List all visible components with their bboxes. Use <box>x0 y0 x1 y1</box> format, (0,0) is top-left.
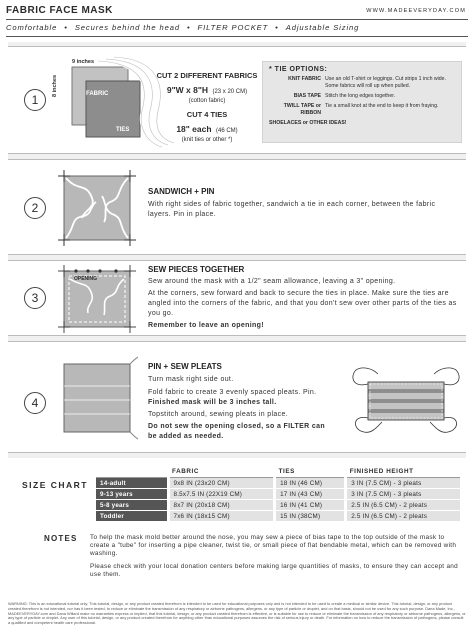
ties-cell: 16 IN (41 CM) <box>275 500 346 511</box>
subtitle-item: FILTER POCKET <box>197 23 269 32</box>
step-title: SEW PIECES TOGETHER <box>148 265 245 274</box>
step-paragraph: Topstitch around, sewing pleats in place. <box>148 411 289 418</box>
size-label: Toddler <box>96 511 168 522</box>
ties-cell: 15 IN (38CM) <box>275 511 346 522</box>
step-paragraph-emphasis: Remember to leave an opening! <box>148 322 264 329</box>
step-number: 1 <box>24 89 46 111</box>
table-row <box>96 511 460 522</box>
column-header: FABRIC <box>168 466 275 478</box>
size-label: 5-8 years <box>96 500 168 511</box>
step-text <box>148 375 326 444</box>
table-header-row <box>96 466 460 478</box>
tie-type: (knit ties or other *) <box>181 137 233 143</box>
cut-instructions <box>148 71 266 143</box>
cut-fabrics-heading: CUT 2 DIFFERENT FABRICS <box>156 71 258 80</box>
warning-disclaimer: WARNING: This is an educational tutorial only. This tutorial, design, or any product created therefrom is intended to be used for educational purposes only and is not intended to be used to create a medical or similar device. This tutorial, design, or any product created therefrom is not intended, nor has it been tested, to reduce or eliminate the transmission of any respiratory or airborne pathogens, allergens, or any type of particle or droplet, and on that basis, should not be used for any such purpose. Dana Made, Inc., MADEEVERYDAY.com and Dana Willard make no warranties express or implied, that this tutorial, design, or any product created therefrom is effective, or is suitable for use to reduce or eliminate the transmission of any respiratory or airborne pathogens, allergens, or any type of particle or droplet. Any user of this tutorial, design, or any product created therefrom for anything other than educational purposes assumes the risk of serious injury or death. For information on how to reduce the transmission of pathogens, please consult a qualified and competent health care professional. <box>8 601 466 626</box>
step-paragraph: Fold fabric to create 3 evenly spaced pleats. Pin. Finished mask will be 3 inches tall. <box>148 389 317 406</box>
header-rule <box>6 36 468 37</box>
table-row <box>96 478 460 489</box>
step-1 <box>8 46 466 154</box>
subtitle-item: Adjustable Sizing <box>285 23 360 32</box>
site-url: WWW.MADEEVERYDAY.COM <box>366 8 466 14</box>
height-cell: 2.5 IN (6.5 CM) - 2 pleats <box>346 500 460 511</box>
step-text: With right sides of fabric together, sandwich a tie in each corner, between the fabric layers. Pin in place. <box>148 201 436 218</box>
step-paragraph-emphasis: Do not sew the opening closed, so a FILTER can be added as needed. <box>148 423 325 440</box>
fabric-type: (cotton fabric) <box>188 98 226 104</box>
height-cell: 3 IN (7.5 CM) - 3 pleats <box>346 478 460 489</box>
sandwich-diagram <box>56 168 140 248</box>
tie-options-heading: * TIE OPTIONS: <box>269 66 328 73</box>
ties-label: TIES <box>116 127 130 133</box>
step-4 <box>8 341 466 453</box>
page-title: FABRIC FACE MASK <box>6 5 113 16</box>
subtitle-bullet: • <box>64 23 68 32</box>
height-cell: 3 IN (7.5 CM) - 3 pleats <box>346 489 460 500</box>
step-paragraph: Sew around the mask with a 1/2" seam allowance, leaving a 3" opening. <box>148 278 396 285</box>
fabric-cell: 7x6 IN (18x15 CM) <box>168 511 275 522</box>
ties-cell: 18 IN (46 CM) <box>275 478 346 489</box>
fabric-cell: 8.5x7.5 IN (22X19 CM) <box>168 489 275 500</box>
width-label: 9 inches <box>72 59 95 65</box>
fabric-label: FABRIC <box>86 91 109 97</box>
step-number: 2 <box>24 197 46 219</box>
column-header: TIES <box>275 466 346 478</box>
step-2 <box>8 159 466 255</box>
table-row <box>96 500 460 511</box>
header-rule <box>6 19 468 20</box>
tie-option-row: TWILL TAPE or RIBBON Tie a small knot at the end to keep it from fraying. <box>283 103 439 116</box>
size-chart-title: SIZE CHART <box>22 480 88 490</box>
step-3 <box>8 260 466 336</box>
step-number: 4 <box>24 392 46 414</box>
notes-paragraph: To help the mask mold better around the nose, you may sew a piece of bias tape to the top outside of the mask to create a "tube" for inserting a pipe cleaner, twist tie, or small piece of flat bendable metal, which can be removed with washing. <box>90 534 457 558</box>
step-paragraph: At the corners, sew forward and back to secure the ties in place. Make sure the ties are angled into the corners of the fabric, and that you don't sew over other parts of the ties as you go. <box>148 290 457 317</box>
column-header: FINISHED HEIGHT <box>346 466 460 478</box>
step-title: SANDWICH + PIN <box>148 187 215 196</box>
step-title: PIN + SEW PLEATS <box>148 362 222 371</box>
tie-option-row: KNIT FABRIC Use an old T-shirt or leggings. Cut strips 1 inch wide. Some fabrics will roll up when pulled. <box>288 76 447 89</box>
size-label: 14-adult <box>96 478 168 489</box>
subtitle-item: Secures behind the head <box>74 23 180 32</box>
subtitle-item: Comfortable <box>6 23 58 32</box>
notes-paragraph: Please check with your local donation centers before making large quantities of masks, to ensure they can accept and use them. <box>90 562 459 578</box>
fabric-cell: 9x8 IN (23x20 CM) <box>168 478 275 489</box>
subtitle-bullet: • <box>186 23 191 32</box>
opening-label: OPENING <box>74 276 98 282</box>
size-chart-table <box>96 466 460 521</box>
notes-body <box>90 534 462 579</box>
header-subtitle <box>6 23 468 32</box>
fabric-cell: 8x7 IN (20x18 CM) <box>168 500 275 511</box>
table-row <box>96 489 460 500</box>
subtitle-bullet: • <box>275 23 279 32</box>
finished-mask-illustration <box>348 366 464 436</box>
height-cell: 2.5 IN (6.5 CM) - 2 pleats <box>346 511 460 522</box>
tie-option-row: BIAS TAPE Stitch the long edges together. <box>293 93 396 99</box>
step-paragraph: Turn mask right side out. <box>148 376 234 383</box>
size-label: 9-13 years <box>96 489 168 500</box>
sewing-diagram <box>58 265 138 333</box>
height-label: 8 inches <box>52 74 58 97</box>
notes-title: NOTES <box>44 534 78 543</box>
ties-cell: 17 IN (43 CM) <box>275 489 346 500</box>
step-number: 3 <box>24 287 46 309</box>
tie-options-footer: SHOELACES or OTHER IDEAS! <box>269 120 347 126</box>
fabric-size: 9"W x 8"H (23 x 20 CM) <box>166 85 248 95</box>
tie-options-box <box>262 61 462 143</box>
pleats-diagram <box>58 356 138 440</box>
step-text <box>148 277 464 333</box>
cut-ties-heading: CUT 4 TIES <box>186 110 228 119</box>
tie-length: 18" each (46 CM) <box>176 124 238 134</box>
